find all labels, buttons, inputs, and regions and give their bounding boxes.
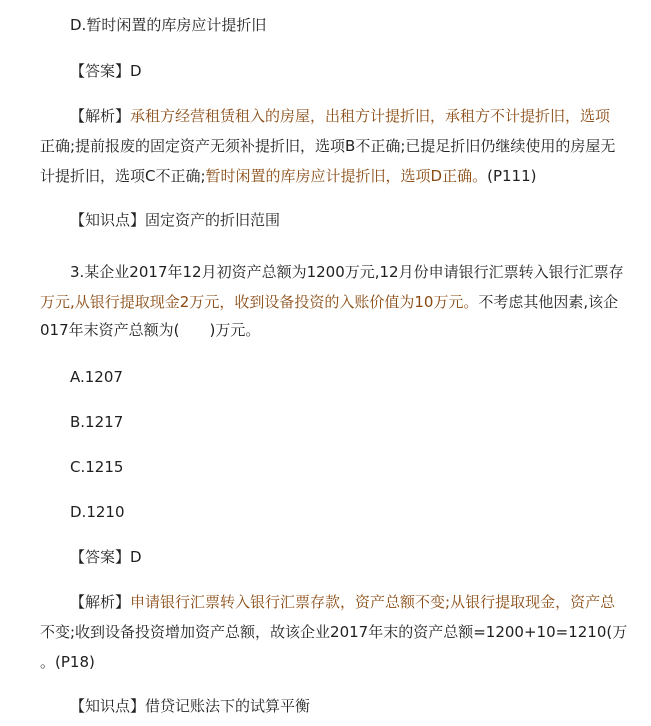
q3-option-c: C.1215: [70, 458, 124, 476]
analysis-highlight: 暂时闲置的库房应计提折旧，选项D正确。: [205, 167, 488, 185]
q3-option-d: D.1210: [70, 503, 125, 521]
analysis-label: 【解析】: [70, 593, 131, 611]
q3-knowledge-point: [70, 696, 310, 716]
q3-stem-line1: 3.某企业2017年12月初资产总额为1200万元,12月份申请银行汇票转入银行汇票存: [70, 263, 624, 281]
q3-answer: 【答案】D: [70, 548, 142, 566]
q3-analysis-line1: [70, 592, 615, 612]
analysis-page-ref: (P111): [487, 167, 537, 185]
analysis-text: 申请银行汇票转入银行汇票存款，资产总额不变;从银行提取现金，资产总: [130, 593, 616, 611]
q3-analysis-line3: 。(P18): [40, 653, 95, 671]
analysis-label: 【解析】: [70, 107, 131, 125]
analysis-text: 承租方经营租赁租入的房屋，出租方计提折旧，承租方不计提折旧，选项: [130, 107, 611, 125]
q3-option-b: B.1217: [70, 413, 124, 431]
q3-option-a: A.1207: [70, 368, 123, 386]
knowledge-text: 固定资产的折旧范围: [145, 211, 281, 229]
q3-analysis-line2: 不变;收到设备投资增加资产总额，故该企业2017年末的资产总额=1200+10=1210(万: [40, 623, 628, 641]
q2-knowledge-point: [70, 210, 280, 230]
stem-text: 不考虑其他因素,该企: [478, 293, 619, 311]
q2-answer: 【答案】D: [70, 62, 142, 80]
stem-text: 万元,从银行提取现金2万元，收到设备投资的入账价值为10万元。: [40, 293, 479, 311]
analysis-text: 计提折旧，选项C不正确;: [40, 167, 206, 185]
q3-stem-line3: 017年末资产总额为( )万元。: [40, 321, 261, 339]
q3-stem-line2: [40, 292, 618, 312]
q2-analysis-line1: [70, 106, 610, 126]
knowledge-label: 【知识点】: [70, 697, 146, 715]
q2-option-d: D.暂时闲置的库房应计提折旧: [70, 16, 267, 34]
knowledge-text: 借贷记账法下的试算平衡: [145, 697, 311, 715]
q2-analysis-line2: 正确;提前报废的固定资产无须补提折旧，选项B不正确;已提足折旧仍继续使用的房屋无: [40, 137, 616, 155]
knowledge-label: 【知识点】: [70, 211, 146, 229]
q2-analysis-line3: [40, 166, 536, 186]
